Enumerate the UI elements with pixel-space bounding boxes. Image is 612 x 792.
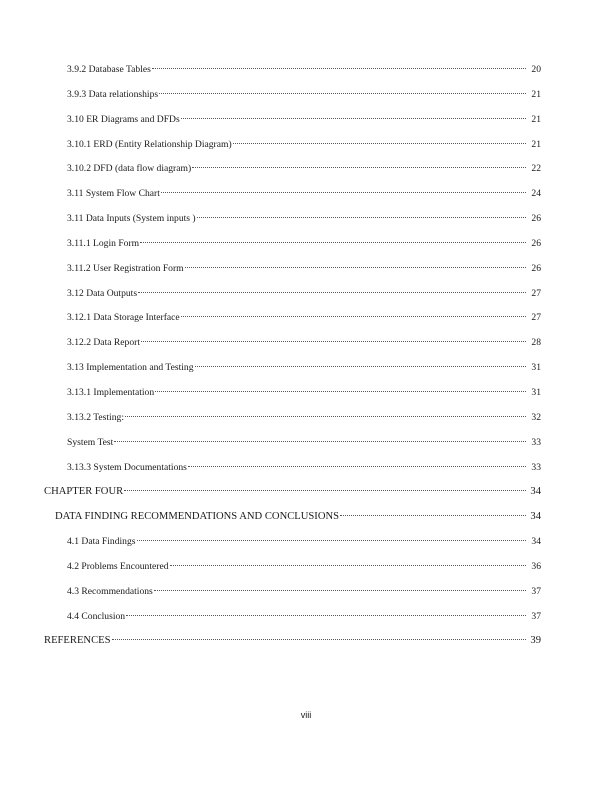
toc-entry[interactable]: [0, 139, 612, 164]
toc-entry-title: REFERENCES: [44, 635, 111, 647]
toc-entry-page: 27: [531, 312, 541, 324]
page-number: viii: [300, 710, 312, 720]
dot-leader: [114, 441, 526, 442]
toc-entry[interactable]: [0, 387, 612, 412]
toc-entry-page: 26: [531, 262, 541, 274]
toc-entry-page: 37: [531, 610, 541, 622]
toc-entry-title: 3.11.2 User Registration Form: [67, 262, 184, 274]
toc-entry-page: 27: [531, 287, 541, 299]
toc-entry-page: 28: [531, 337, 541, 349]
toc-entry[interactable]: [0, 263, 612, 288]
dot-leader: [126, 615, 526, 616]
dot-leader: [188, 466, 526, 467]
dot-leader: [154, 590, 526, 591]
dot-leader: [181, 118, 526, 119]
toc-entry-page: 39: [530, 635, 541, 647]
toc-entry[interactable]: [0, 238, 612, 263]
dot-leader: [137, 540, 527, 541]
dot-leader: [124, 490, 526, 491]
toc-entry[interactable]: [0, 362, 612, 387]
dot-leader: [340, 515, 526, 516]
dot-leader: [197, 217, 526, 218]
dot-leader: [112, 639, 526, 640]
toc-entry-page: 34: [530, 486, 541, 498]
toc-entry-title: 3.9.3 Data relationships: [67, 88, 159, 100]
toc-entry[interactable]: [0, 288, 612, 313]
toc-entry[interactable]: [0, 337, 612, 362]
toc-entry-title: 4.4 Conclusion: [67, 610, 126, 622]
dot-leader: [138, 292, 526, 293]
toc-entry[interactable]: [0, 536, 612, 561]
toc-entry[interactable]: [0, 114, 612, 139]
toc-entry[interactable]: [0, 437, 612, 462]
toc-entry-page: 31: [531, 386, 541, 398]
toc-entry[interactable]: [0, 64, 612, 89]
toc-entry-references[interactable]: [0, 635, 612, 660]
toc-entry-title: 4.2 Problems Encountered: [67, 560, 169, 572]
dot-leader: [125, 416, 526, 417]
toc-entry-title: 3.11.1 Login Form: [67, 237, 140, 249]
toc-entry-page: 20: [531, 64, 541, 75]
toc-entry[interactable]: [0, 412, 612, 437]
dot-leader: [185, 267, 526, 268]
toc-entry-title: 3.10.1 ERD (Entity Relationship Diagram): [67, 138, 232, 150]
dot-leader: [181, 316, 526, 317]
dot-leader: [152, 68, 526, 69]
toc-entry-page: 26: [531, 213, 541, 225]
toc-entry[interactable]: [0, 188, 612, 213]
toc-entry-title: 3.12.2 Data Report: [67, 337, 141, 349]
dot-leader: [161, 192, 526, 193]
toc-entry-title: 3.9.2 Database Tables: [67, 64, 151, 75]
toc-entry-page: 34: [530, 511, 541, 523]
toc-entry-page: 34: [531, 536, 541, 548]
toc-entry-page: 21: [531, 88, 541, 100]
dot-leader: [159, 93, 526, 94]
toc-entry[interactable]: [0, 561, 612, 586]
dot-leader: [192, 167, 526, 168]
toc-entry-page: 37: [531, 585, 541, 597]
toc-entry-page: 33: [531, 461, 541, 473]
toc-entry-title: 4.1 Data Findings: [67, 536, 136, 548]
toc-entry-chapter-title[interactable]: [0, 511, 612, 536]
toc-entry[interactable]: [0, 89, 612, 114]
toc-entry-title: DATA FINDING RECOMMENDATIONS AND CONCLUSIONS: [55, 511, 340, 523]
toc-entry-page: 36: [531, 560, 541, 572]
dot-leader: [155, 391, 526, 392]
toc-entry-title: CHAPTER FOUR: [44, 486, 124, 498]
toc-entry-title: 3.12 Data Outputs: [67, 287, 138, 299]
toc-entry-chapter[interactable]: [0, 486, 612, 511]
toc-entry-page: 26: [531, 237, 541, 249]
toc-entry-title: 3.11 System Flow Chart: [67, 188, 160, 200]
toc-entry-page: 21: [531, 138, 541, 150]
dot-leader: [170, 565, 526, 566]
toc-entry-title: 3.11 Data Inputs (System inputs ): [67, 213, 196, 225]
toc-entry[interactable]: [0, 611, 612, 636]
toc-entry-page: 32: [531, 411, 541, 423]
toc-entry[interactable]: [0, 163, 612, 188]
toc-entry[interactable]: [0, 213, 612, 238]
toc-entry-title: 3.10.2 DFD (data flow diagram): [67, 163, 192, 175]
toc-entry-title: 4.3 Recommendations: [67, 585, 153, 597]
toc-entry-title: 3.13.2 Testing:: [67, 411, 124, 423]
toc-entry-page: 21: [531, 113, 541, 125]
toc-entry-page: 31: [531, 362, 541, 374]
toc-entry-page: 22: [531, 163, 541, 175]
toc-entry-page: 24: [531, 188, 541, 200]
dot-leader: [195, 366, 526, 367]
toc-entry[interactable]: [0, 312, 612, 337]
dot-leader: [233, 143, 526, 144]
toc-entry-title: 3.13.3 System Documentations: [67, 461, 187, 473]
dot-leader: [141, 341, 526, 342]
toc-entry-title: System Test: [67, 436, 114, 448]
toc-entry-title: 3.13 Implementation and Testing: [67, 362, 194, 374]
toc-entry-title: 3.12.1 Data Storage Interface: [67, 312, 180, 324]
toc-entry-title: 3.13.1 Implementation: [67, 386, 155, 398]
toc-entry-title: 3.10 ER Diagrams and DFDs: [67, 113, 180, 125]
toc-entry[interactable]: [0, 462, 612, 487]
dot-leader: [140, 242, 526, 243]
table-of-contents: [0, 64, 612, 660]
toc-entry[interactable]: [0, 586, 612, 611]
toc-entry-page: 33: [531, 436, 541, 448]
